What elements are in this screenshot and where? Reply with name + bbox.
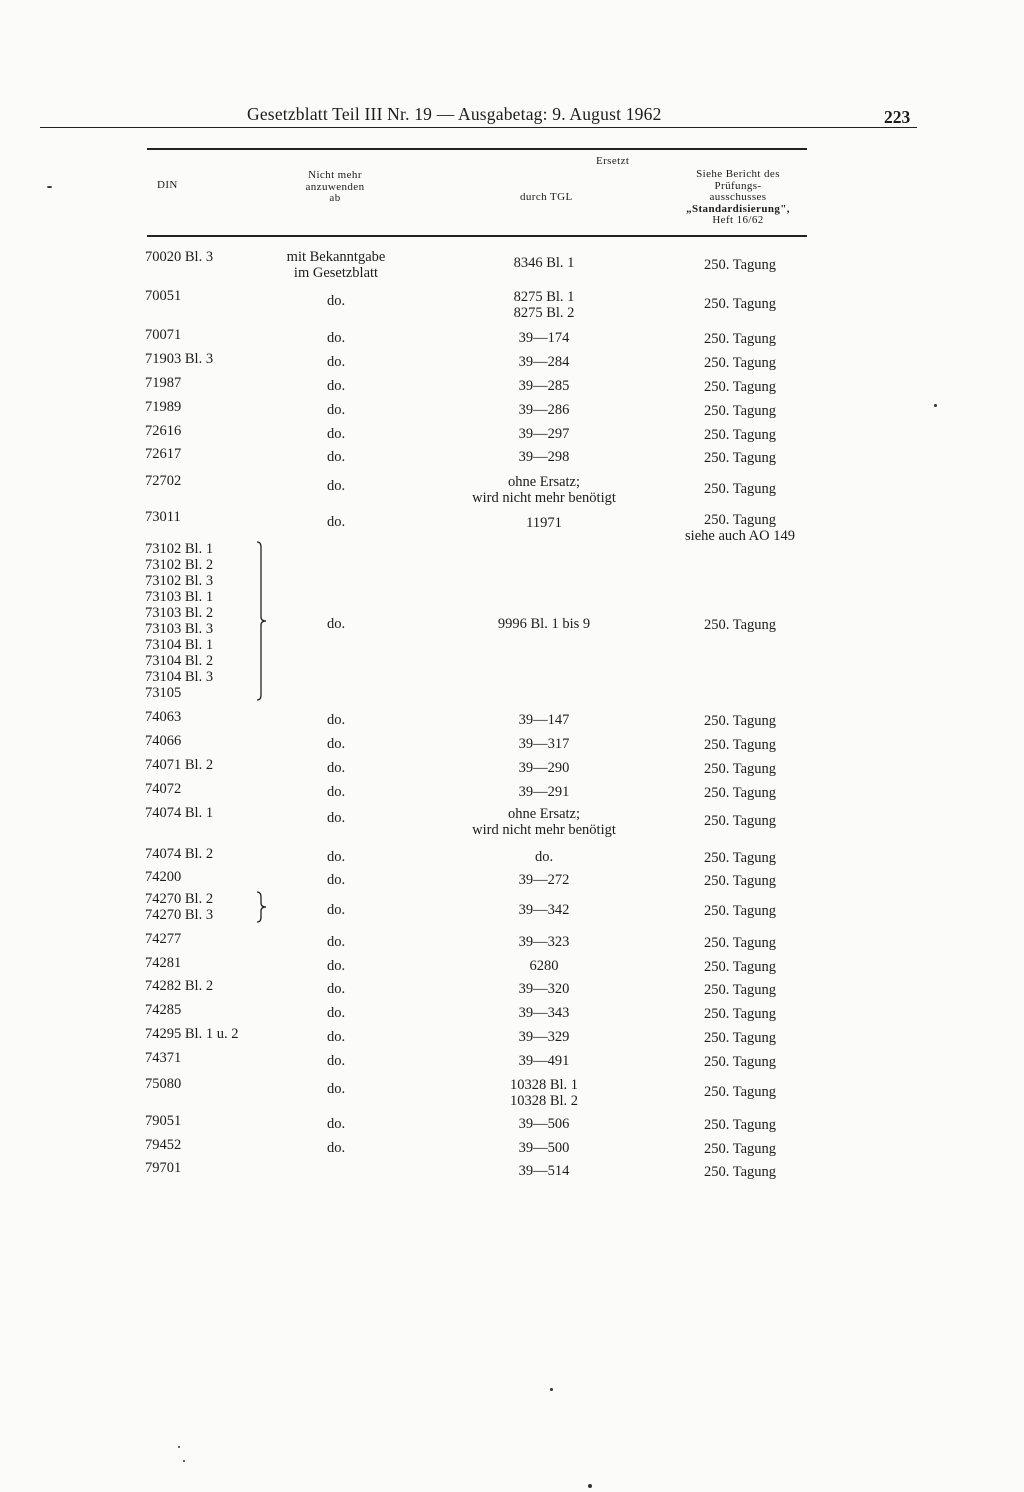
siehe-cell — [665, 450, 815, 466]
siehe-cell — [665, 813, 815, 829]
tgl-cell — [444, 981, 644, 997]
nicht-mehr-cell-line: do. — [326, 981, 346, 997]
tgl-cell-line: 39—272 — [518, 872, 570, 888]
din-cell — [145, 327, 181, 343]
nicht-mehr-cell — [250, 426, 422, 442]
siehe-cell-line: 250. Tagung — [703, 761, 777, 777]
siehe-cell — [665, 1117, 815, 1133]
nicht-mehr-cell-line: do. — [326, 736, 346, 752]
din-cell — [145, 955, 181, 971]
nicht-mehr-cell-line: do. — [326, 449, 346, 465]
tgl-cell — [444, 515, 644, 531]
nicht-mehr-cell — [250, 378, 422, 394]
siehe-cell — [665, 296, 815, 312]
din-cell — [145, 423, 181, 439]
din-cell-line: 74200 — [145, 869, 182, 885]
tgl-cell-line: 6280 — [529, 958, 559, 974]
din-cell — [145, 1160, 181, 1176]
din-cell-line: 79701 — [145, 1160, 182, 1176]
din-cell-line: 73105 — [145, 685, 182, 701]
siehe-cell-line: 250. Tagung — [703, 1117, 777, 1133]
tgl-cell-line: 39—491 — [518, 1053, 570, 1069]
nicht-mehr-cell — [250, 1116, 422, 1132]
tgl-cell — [444, 330, 644, 346]
din-cell-line: 70020 Bl. 3 — [145, 249, 214, 265]
din-cell — [145, 446, 181, 462]
header-line: Siehe Bericht des — [696, 168, 780, 180]
siehe-cell-line: 250. Tagung — [703, 481, 777, 497]
tgl-cell — [444, 1077, 644, 1109]
siehe-cell — [665, 379, 815, 395]
siehe-cell — [665, 617, 815, 633]
tgl-cell-line: 39—323 — [518, 934, 570, 950]
nicht-mehr-cell — [250, 981, 422, 997]
din-cell-line: 73102 Bl. 1 — [145, 541, 214, 557]
column-header-nicht-mehr — [288, 170, 382, 205]
siehe-cell — [665, 761, 815, 777]
siehe-cell — [665, 1141, 815, 1157]
din-cell — [145, 805, 213, 821]
din-cell — [145, 757, 213, 773]
din-cell-line: 71903 Bl. 3 — [145, 351, 214, 367]
din-cell-line: 73104 Bl. 2 — [145, 653, 214, 669]
nicht-mehr-cell — [250, 1005, 422, 1021]
header-line: Prüfungs- — [714, 179, 762, 192]
tgl-cell — [444, 1053, 644, 1069]
tgl-cell-line: 39—297 — [518, 426, 570, 442]
nicht-mehr-cell-line: do. — [326, 872, 346, 888]
din-cell-line: 73103 Bl. 1 — [145, 589, 214, 605]
header-line: anzuwenden — [305, 180, 365, 193]
siehe-cell-line: 250. Tagung — [703, 713, 777, 729]
din-cell-line: 73104 Bl. 3 — [145, 669, 214, 685]
tgl-cell-line: 39—174 — [518, 330, 570, 346]
din-cell-line: 79051 — [145, 1113, 182, 1129]
nicht-mehr-cell-line: do. — [326, 330, 346, 346]
nicht-mehr-cell-line: do. — [326, 958, 346, 974]
din-cell — [145, 891, 213, 923]
tgl-cell-line: 39—329 — [518, 1029, 570, 1045]
din-cell-line: 74270 Bl. 3 — [145, 907, 214, 923]
din-cell — [145, 733, 181, 749]
siehe-cell — [665, 427, 815, 443]
tgl-cell — [444, 426, 644, 442]
nicht-mehr-cell-line: do. — [326, 402, 346, 418]
nicht-mehr-cell — [250, 872, 422, 888]
siehe-cell — [665, 1006, 815, 1022]
din-cell-line: 70051 — [145, 288, 182, 304]
tgl-cell-line: 8275 Bl. 2 — [513, 305, 575, 321]
nicht-mehr-cell-line: do. — [326, 810, 346, 826]
scan-speck — [178, 1446, 180, 1448]
tgl-cell-line: 39—286 — [518, 402, 570, 418]
tgl-cell — [444, 1163, 644, 1179]
din-cell — [145, 375, 181, 391]
nicht-mehr-cell — [250, 810, 422, 826]
scan-speck — [47, 186, 52, 188]
nicht-mehr-cell-line: do. — [326, 293, 346, 309]
tgl-cell-line: 39—290 — [518, 760, 570, 776]
siehe-cell-line: 250. Tagung — [703, 1006, 777, 1022]
header-rule — [40, 127, 917, 128]
nicht-mehr-cell — [250, 330, 422, 346]
tgl-cell-line: 39—506 — [518, 1116, 570, 1132]
tgl-cell — [444, 934, 644, 950]
tgl-cell — [444, 849, 644, 865]
din-cell — [145, 978, 213, 994]
din-cell — [145, 1026, 238, 1042]
siehe-cell — [665, 331, 815, 347]
nicht-mehr-cell — [250, 293, 422, 309]
nicht-mehr-cell-line: do. — [326, 354, 346, 370]
siehe-cell-line: 250. Tagung — [703, 617, 777, 633]
nicht-mehr-cell — [250, 902, 422, 918]
page-number: 223 — [884, 107, 911, 127]
din-cell — [145, 288, 181, 304]
nicht-mehr-cell-line: im Gesetzblatt — [293, 265, 379, 281]
tgl-cell — [444, 736, 644, 752]
header-line: „Standardisierung", — [686, 202, 790, 215]
nicht-mehr-cell-line: do. — [326, 1116, 346, 1132]
din-cell — [145, 541, 213, 701]
din-cell — [145, 399, 181, 415]
siehe-cell-line: 250. Tagung — [703, 296, 777, 312]
nicht-mehr-cell — [250, 249, 422, 281]
header-line: ab — [329, 192, 341, 204]
nicht-mehr-cell — [250, 514, 422, 530]
tgl-cell — [444, 806, 644, 838]
siehe-cell — [665, 355, 815, 371]
tgl-cell — [444, 354, 644, 370]
din-cell-line: 73011 — [145, 509, 181, 525]
nicht-mehr-cell — [250, 354, 422, 370]
din-cell-line: 73103 Bl. 2 — [145, 605, 214, 621]
din-cell — [145, 869, 181, 885]
din-cell-line: 74282 Bl. 2 — [145, 978, 214, 994]
tgl-cell-line: 39—298 — [518, 449, 570, 465]
table-top-rule — [147, 148, 807, 150]
nicht-mehr-cell — [250, 478, 422, 494]
nicht-mehr-cell — [250, 784, 422, 800]
tgl-cell-line: 39—285 — [518, 378, 570, 394]
din-cell-line: 74281 — [145, 955, 182, 971]
din-cell-line: 72616 — [145, 423, 182, 439]
tgl-cell — [444, 712, 644, 728]
nicht-mehr-cell-line: do. — [326, 712, 346, 728]
din-cell-line: 74074 Bl. 2 — [145, 846, 214, 862]
siehe-cell — [665, 403, 815, 419]
din-cell — [145, 781, 181, 797]
siehe-cell-line: 250. Tagung — [703, 1164, 777, 1180]
nicht-mehr-cell-line: do. — [326, 616, 346, 632]
tgl-cell-line: 8346 Bl. 1 — [513, 255, 575, 271]
din-cell-line: 74295 Bl. 1 u. 2 — [145, 1026, 239, 1042]
nicht-mehr-cell — [250, 736, 422, 752]
siehe-cell — [665, 1164, 815, 1180]
tgl-cell — [444, 255, 644, 271]
tgl-cell-line: 39—147 — [518, 712, 570, 728]
din-cell-line: 74270 Bl. 2 — [145, 891, 214, 907]
siehe-cell — [665, 935, 815, 951]
din-cell-line: 72617 — [145, 446, 182, 462]
tgl-cell — [444, 1029, 644, 1045]
tgl-cell — [444, 784, 644, 800]
siehe-cell — [665, 512, 815, 544]
siehe-cell-line: 250. Tagung — [703, 1084, 777, 1100]
siehe-cell-line: 250. Tagung — [703, 982, 777, 998]
tgl-cell — [444, 760, 644, 776]
siehe-cell — [665, 903, 815, 919]
siehe-cell — [665, 850, 815, 866]
siehe-cell — [665, 481, 815, 497]
tgl-cell — [444, 289, 644, 321]
grouping-brace — [254, 891, 270, 923]
grouping-brace — [254, 541, 270, 701]
tgl-cell-line: 39—343 — [518, 1005, 570, 1021]
tgl-cell — [444, 378, 644, 394]
din-cell-line: 74066 — [145, 733, 182, 749]
column-header-din: DIN — [157, 179, 178, 191]
header-line: Nicht mehr — [308, 169, 362, 181]
tgl-cell-line: 39—291 — [518, 784, 570, 800]
column-header-siehe-bericht — [668, 169, 808, 227]
nicht-mehr-cell — [250, 1029, 422, 1045]
siehe-cell-line: 250. Tagung — [703, 903, 777, 919]
tgl-cell-line: 10328 Bl. 1 — [509, 1077, 579, 1093]
din-cell — [145, 351, 213, 367]
nicht-mehr-cell — [250, 449, 422, 465]
siehe-cell-line: 250. Tagung — [703, 1030, 777, 1046]
nicht-mehr-cell — [250, 934, 422, 950]
din-cell — [145, 931, 181, 947]
siehe-cell-line: 250. Tagung — [703, 935, 777, 951]
scan-speck — [588, 1484, 592, 1488]
tgl-cell — [444, 474, 644, 506]
tgl-cell-line: 39—342 — [518, 902, 570, 918]
nicht-mehr-cell-line: do. — [326, 1140, 346, 1156]
tgl-cell-line: ohne Ersatz; — [507, 474, 581, 490]
siehe-cell — [665, 959, 815, 975]
siehe-cell — [665, 1030, 815, 1046]
nicht-mehr-cell — [250, 958, 422, 974]
din-cell-line: 74285 — [145, 1002, 182, 1018]
nicht-mehr-cell — [250, 849, 422, 865]
header-line: ausschusses — [709, 191, 767, 203]
header-line: Heft 16/62 — [712, 214, 764, 226]
siehe-cell — [665, 713, 815, 729]
siehe-cell — [665, 982, 815, 998]
tgl-cell-line: 8275 Bl. 1 — [513, 289, 575, 305]
nicht-mehr-cell-line: do. — [326, 1005, 346, 1021]
siehe-cell-line: 250. Tagung — [703, 737, 777, 753]
siehe-cell-line: 250. Tagung — [703, 257, 777, 273]
siehe-cell — [665, 873, 815, 889]
siehe-cell-line: 250. Tagung — [703, 785, 777, 801]
nicht-mehr-cell — [250, 616, 422, 632]
scan-speck — [183, 1460, 185, 1462]
tgl-cell — [444, 1140, 644, 1156]
nicht-mehr-cell-line: do. — [326, 784, 346, 800]
column-header-ersetzt: Ersetzt — [596, 155, 630, 167]
nicht-mehr-cell-line: do. — [326, 478, 346, 494]
nicht-mehr-cell — [250, 1140, 422, 1156]
scan-speck — [934, 404, 937, 407]
siehe-cell-line: 250. Tagung — [703, 355, 777, 371]
din-cell — [145, 1137, 181, 1153]
din-cell — [145, 509, 181, 525]
tgl-cell-line: 39—320 — [518, 981, 570, 997]
siehe-cell-line: 250. Tagung — [703, 1141, 777, 1157]
nicht-mehr-cell-line: do. — [326, 514, 346, 530]
din-cell — [145, 1002, 181, 1018]
tgl-cell — [444, 449, 644, 465]
tgl-cell-line: 11971 — [526, 515, 562, 531]
din-cell-line: 74371 — [145, 1050, 182, 1066]
din-cell-line: 79452 — [145, 1137, 182, 1153]
siehe-cell-line: siehe auch AO 149 — [685, 528, 795, 544]
siehe-cell-line: 250. Tagung — [703, 512, 777, 528]
din-cell — [145, 846, 213, 862]
siehe-cell-line: 250. Tagung — [703, 450, 777, 466]
nicht-mehr-cell-line: do. — [326, 1053, 346, 1069]
siehe-cell-line: 250. Tagung — [703, 873, 777, 889]
din-cell — [145, 1050, 181, 1066]
siehe-cell — [665, 785, 815, 801]
column-header-durch-tgl: durch TGL — [520, 191, 573, 203]
din-cell — [145, 1113, 181, 1129]
nicht-mehr-cell-line: do. — [326, 934, 346, 950]
din-cell-line: 70071 — [145, 327, 182, 343]
din-cell-line: 74074 Bl. 1 — [145, 805, 214, 821]
tgl-cell-line: 39—514 — [518, 1163, 570, 1179]
nicht-mehr-cell-line: do. — [326, 1081, 346, 1097]
din-cell — [145, 1076, 181, 1092]
tgl-cell-line: 39—284 — [518, 354, 570, 370]
din-cell-line: 74277 — [145, 931, 182, 947]
nicht-mehr-cell — [250, 1053, 422, 1069]
tgl-cell — [444, 616, 644, 632]
din-cell-line: 73102 Bl. 2 — [145, 557, 214, 573]
din-cell — [145, 709, 181, 725]
nicht-mehr-cell-line: do. — [326, 760, 346, 776]
din-cell-line: 74072 — [145, 781, 182, 797]
siehe-cell-line: 250. Tagung — [703, 427, 777, 443]
nicht-mehr-cell-line: do. — [326, 902, 346, 918]
siehe-cell — [665, 257, 815, 273]
nicht-mehr-cell — [250, 402, 422, 418]
siehe-cell-line: 250. Tagung — [703, 403, 777, 419]
nicht-mehr-cell — [250, 760, 422, 776]
scan-speck — [550, 1388, 553, 1391]
nicht-mehr-cell-line: mit Bekanntgabe — [286, 249, 386, 265]
nicht-mehr-cell-line: do. — [326, 426, 346, 442]
siehe-cell-line: 250. Tagung — [703, 850, 777, 866]
nicht-mehr-cell — [250, 712, 422, 728]
tgl-cell-line: ohne Ersatz; — [507, 806, 581, 822]
siehe-cell-line: 250. Tagung — [703, 1054, 777, 1070]
tgl-cell — [444, 402, 644, 418]
tgl-cell-line: 39—317 — [518, 736, 570, 752]
tgl-cell-line: 10328 Bl. 2 — [509, 1093, 579, 1109]
din-cell — [145, 473, 181, 489]
siehe-cell — [665, 737, 815, 753]
nicht-mehr-cell-line: do. — [326, 1029, 346, 1045]
siehe-cell — [665, 1054, 815, 1070]
din-cell — [145, 249, 213, 265]
nicht-mehr-cell — [250, 1081, 422, 1097]
din-cell-line: 73104 Bl. 1 — [145, 637, 214, 653]
din-cell-line: 73103 Bl. 3 — [145, 621, 214, 637]
tgl-cell-line: 9996 Bl. 1 bis 9 — [497, 616, 591, 632]
tgl-cell — [444, 958, 644, 974]
siehe-cell — [665, 1084, 815, 1100]
tgl-cell — [444, 1005, 644, 1021]
tgl-cell — [444, 1116, 644, 1132]
tgl-cell — [444, 902, 644, 918]
siehe-cell-line: 250. Tagung — [703, 331, 777, 347]
tgl-cell-line: do. — [534, 849, 554, 865]
nicht-mehr-cell-line: do. — [326, 849, 346, 865]
running-title: Gesetzblatt Teil III Nr. 19 — Ausgabetag: 9. August 1962 — [247, 104, 662, 124]
din-cell-line: 73102 Bl. 3 — [145, 573, 214, 589]
din-cell-line: 72702 — [145, 473, 182, 489]
din-cell-line: 74071 Bl. 2 — [145, 757, 214, 773]
nicht-mehr-cell-line: do. — [326, 378, 346, 394]
table-header-rule — [147, 235, 807, 237]
tgl-cell — [444, 872, 644, 888]
din-cell-line: 71989 — [145, 399, 182, 415]
siehe-cell-line: 250. Tagung — [703, 959, 777, 975]
din-cell-line: 74063 — [145, 709, 182, 725]
tgl-cell-line: wird nicht mehr benötigt — [472, 490, 616, 506]
tgl-cell-line: wird nicht mehr benötigt — [472, 822, 616, 838]
din-cell-line: 71987 — [145, 375, 182, 391]
din-cell-line: 75080 — [145, 1076, 182, 1092]
siehe-cell-line: 250. Tagung — [703, 379, 777, 395]
siehe-cell-line: 250. Tagung — [703, 813, 777, 829]
tgl-cell-line: 39—500 — [518, 1140, 570, 1156]
